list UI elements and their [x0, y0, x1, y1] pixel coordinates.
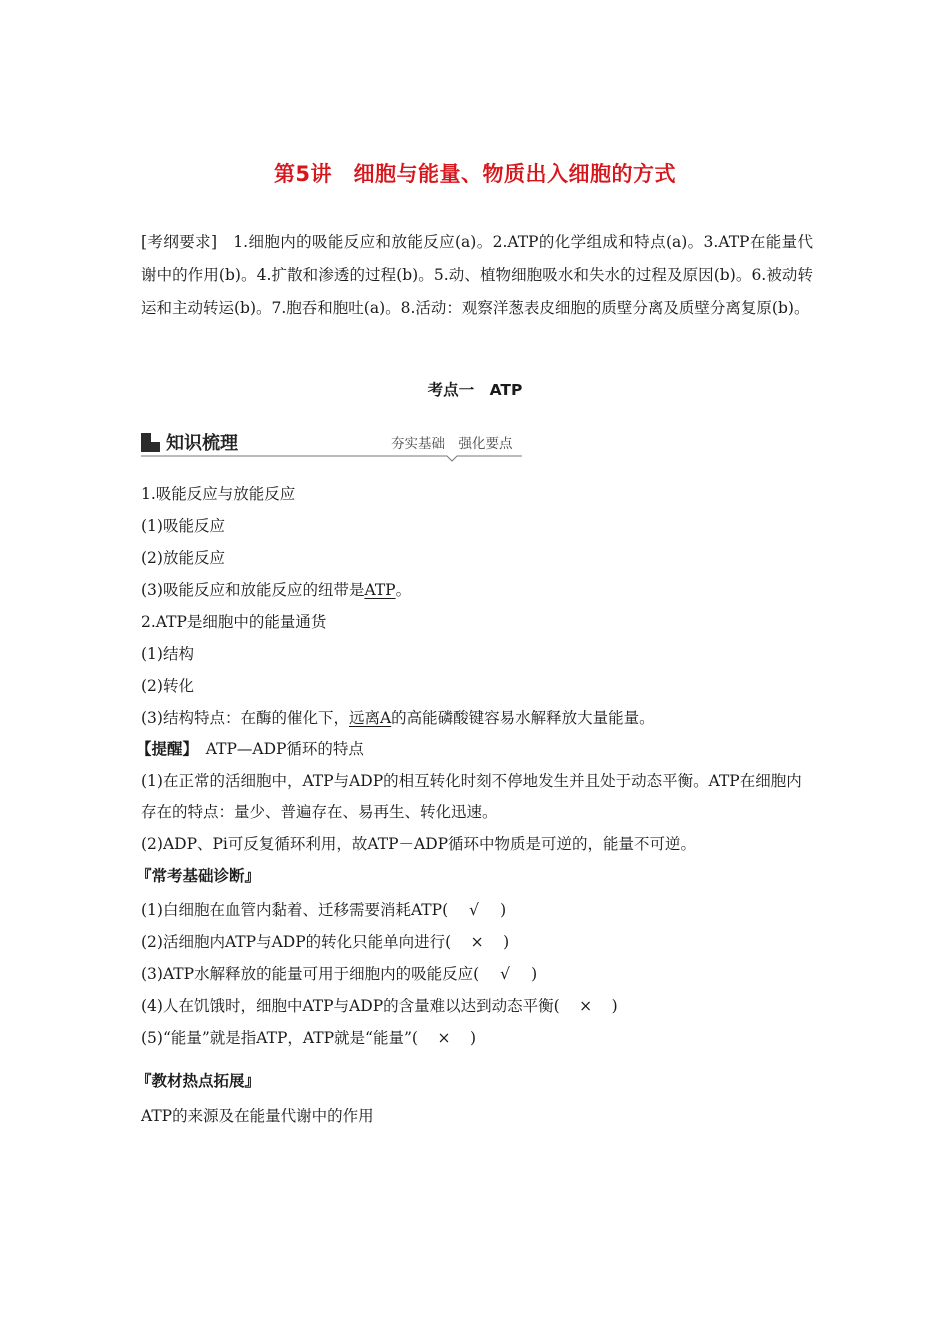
diagnosis-item: [141, 1026, 476, 1048]
tip-label: 【提醒】: [136, 740, 191, 758]
check-mark-icon: √: [500, 965, 511, 983]
cross-mark-icon: ×: [437, 1029, 451, 1047]
diagnosis-item-close: ): [469, 1029, 476, 1047]
tip-heading: [136, 737, 364, 759]
check-mark-icon: √: [469, 901, 480, 919]
diagnosis-item-text: (4)人在饥饿时，细胞中ATP与ADP的含量难以达到动态平衡(: [141, 997, 560, 1015]
diagnosis-heading: 『常考基础诊断』: [136, 867, 261, 885]
outline-item-1-1: (1)吸能反应: [141, 517, 225, 535]
diagnosis-item-close: ): [611, 997, 618, 1015]
cross-mark-icon: ×: [579, 997, 593, 1015]
tip-point-2: (2)ADP、Pi可反复循环利用，故ATP－ADP循环中物质是可逆的，能量不可逆。: [141, 835, 697, 853]
outline-item-1-3-end: 。: [395, 581, 412, 599]
diagnosis-item: [141, 994, 618, 1016]
knowledge-bar-subtitle: 夯实基础 强化要点: [391, 436, 513, 452]
outline-item-2-3-end: 的高能磷酸键容易水解释放大量能量。: [391, 709, 655, 727]
corner-square-icon: [141, 433, 160, 452]
outline-item-1-3: [141, 578, 411, 600]
cross-mark-icon: ×: [470, 933, 484, 951]
knowledge-bar: [141, 427, 522, 459]
diagnosis-item-text: (1)白细胞在血管内黏着、迁移需要消耗ATP(: [141, 901, 449, 919]
exam-requirements: [141, 226, 813, 325]
diagnosis-item-text: (2)活细胞内ATP与ADP的转化只能单向进行(: [141, 933, 452, 951]
tip-title: ATP—ADP循环的特点: [190, 740, 364, 758]
fill-blank-answer: ATP: [364, 581, 396, 599]
section-heading: 考点一 ATP: [427, 381, 523, 399]
requirements-text: 1.细胞内的吸能反应和放能反应(a)。2.ATP的化学组成和特点(a)。3.ATP在能量代谢中的作用(b)。4.扩散和渗透的过程(b)。5.动、植物细胞吸水和失水的过程及原因(b)。6.被动转运和主动转运(b)。7.胞吞和胞吐(a)。8.活动：观察洋葱表皮细胞的质壁分离及质壁分离复原(b)。: [141, 233, 813, 317]
outline-item-2-2: (2)转化: [141, 677, 194, 695]
diagnosis-item-close: ): [503, 933, 510, 951]
extension-text: ATP的来源及在能量代谢中的作用: [141, 1107, 374, 1125]
fill-blank-answer: 远离A: [348, 709, 392, 727]
requirements-label: [考纲要求]: [141, 233, 218, 251]
diagnosis-item: [141, 930, 509, 952]
diagnosis-item: [141, 898, 506, 920]
diagnosis-item: [141, 962, 537, 984]
outline-item-1: 1.吸能反应与放能反应: [141, 485, 296, 503]
outline-item-2-3: [141, 706, 655, 728]
page-title: 第5讲 细胞与能量、物质出入细胞的方式: [273, 162, 677, 186]
tip-point-1: (1)在正常的活细胞中，ATP与ADP的相互转化时刻不停地发生并且处于动态平衡。ATP在细胞内存在的特点：量少、普遍存在、易再生、转化迅速。: [141, 772, 802, 821]
outline-item-2-1: (1)结构: [141, 645, 194, 663]
knowledge-bar-title: 知识梳理: [166, 433, 238, 454]
outline-item-2: 2.ATP是细胞中的能量通货: [141, 613, 327, 631]
extension-heading: 『教材热点拓展』: [136, 1072, 261, 1090]
outline-item-1-3-text: (3)吸能反应和放能反应的纽带是: [141, 581, 365, 599]
diagnosis-item-close: ): [500, 901, 507, 919]
outline-item-1-2: (2)放能反应: [141, 549, 225, 567]
knowledge-bar-underline: [141, 455, 522, 463]
diagnosis-item-close: ): [531, 965, 538, 983]
outline-item-2-3-text: (3)结构特点：在酶的催化下，: [141, 709, 349, 727]
diagnosis-item-text: (3)ATP水解释放的能量可用于细胞内的吸能反应(: [141, 965, 480, 983]
diagnosis-item-text: (5)“能量”就是指ATP，ATP就是“能量”(: [141, 1029, 418, 1047]
